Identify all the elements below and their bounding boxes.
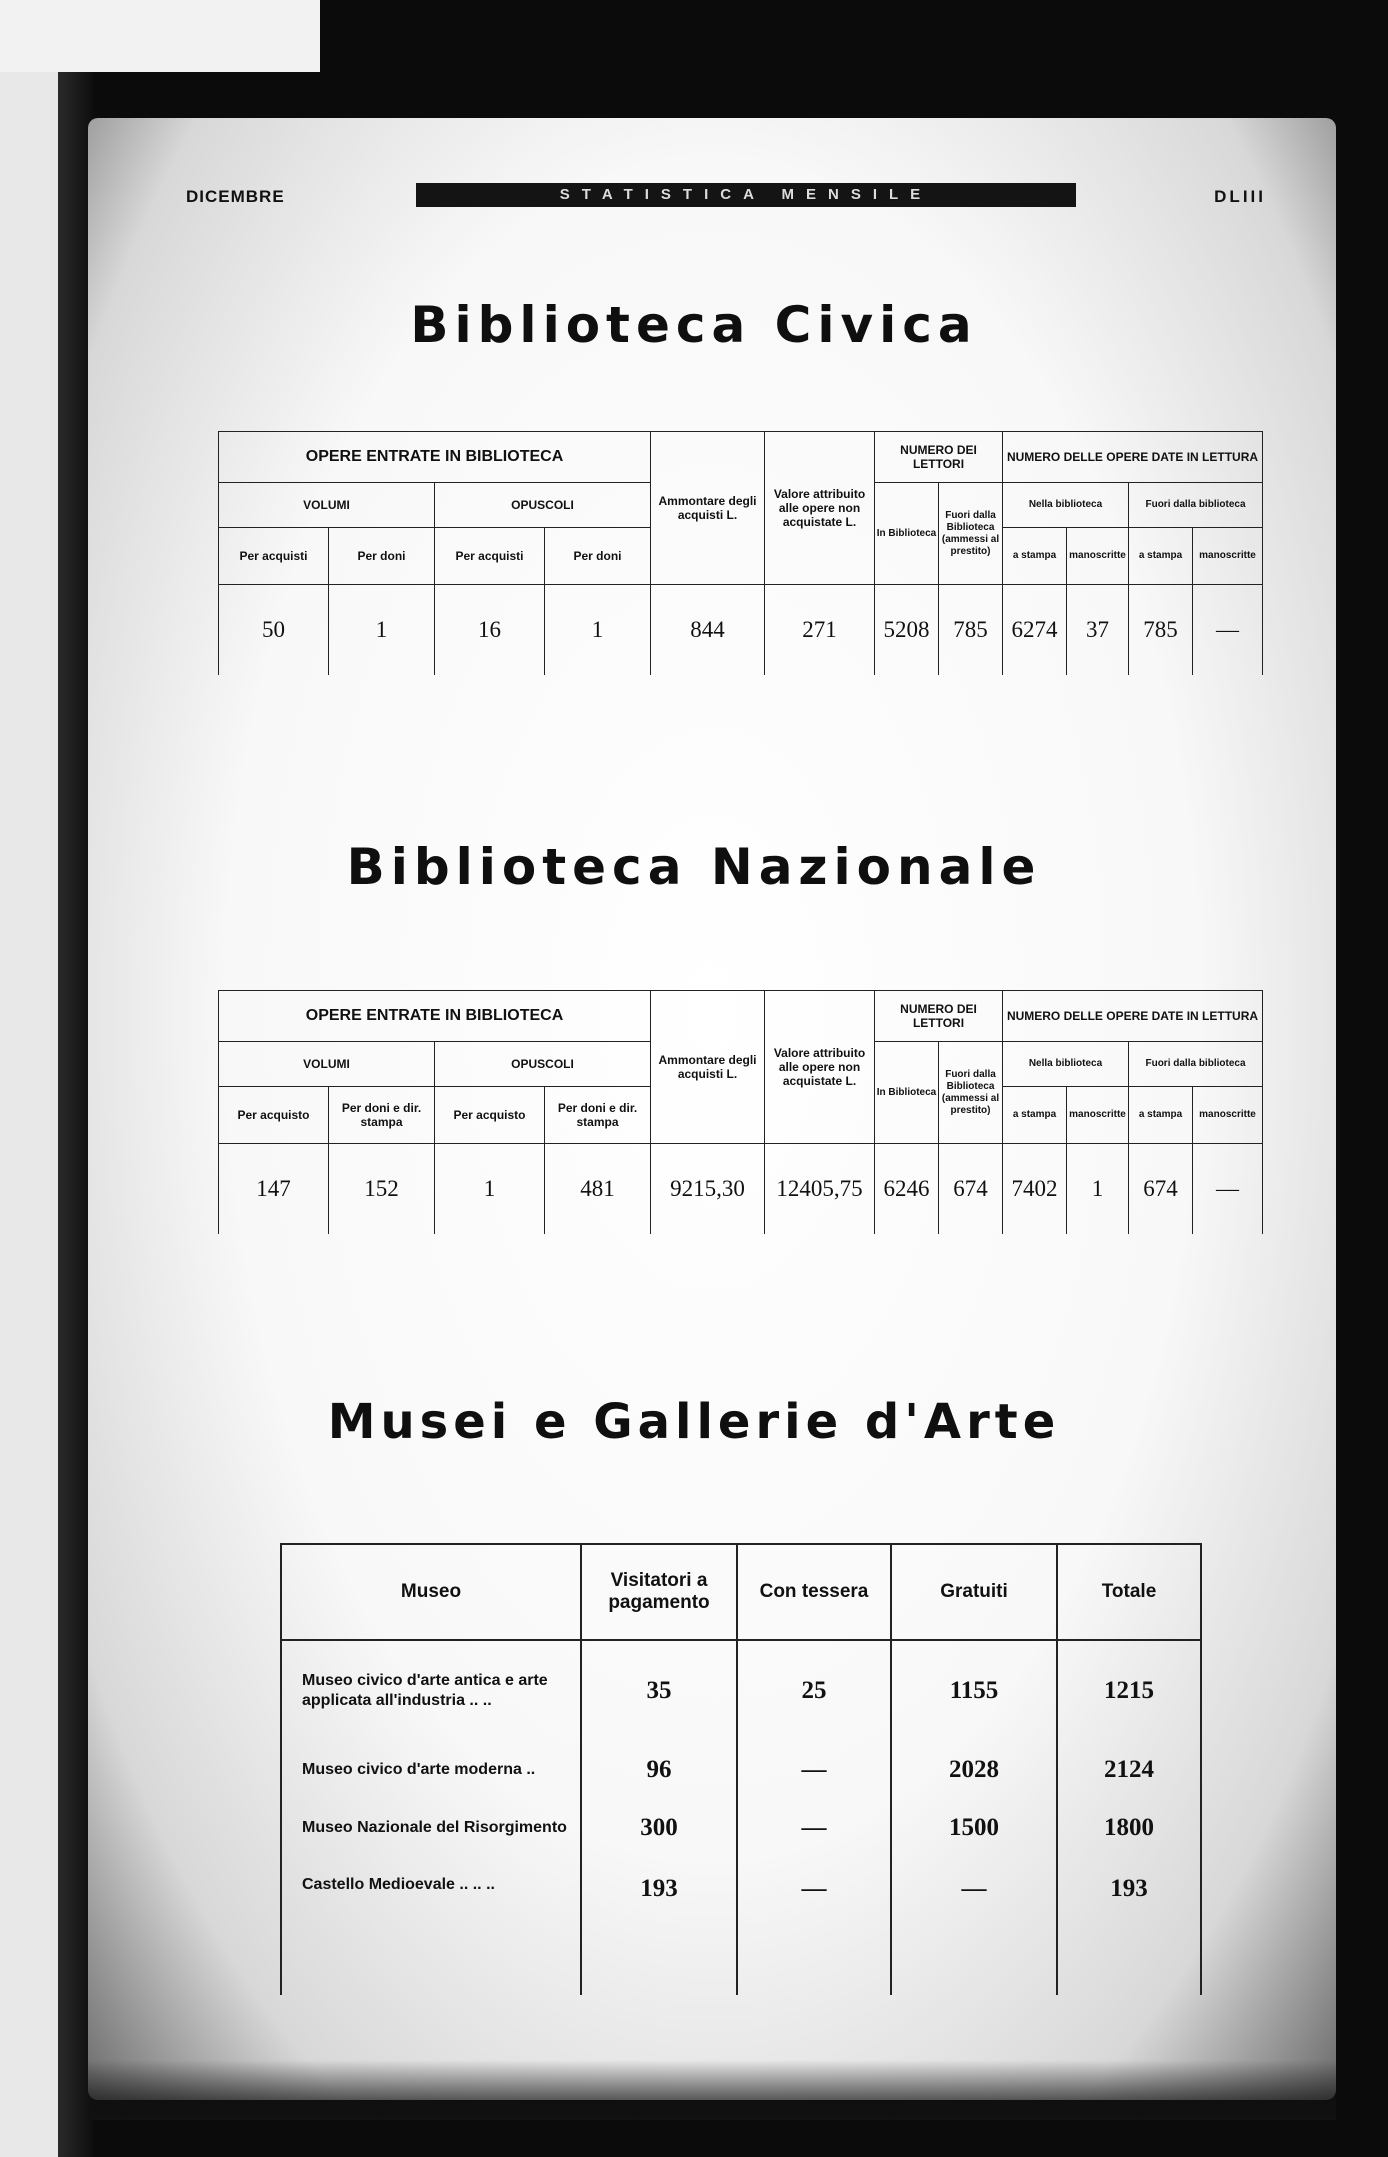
visitatori-value: 96: [581, 1741, 737, 1799]
musei-title: Musei e Gallerie d'Arte: [327, 1394, 1061, 1450]
value-cell: 1: [545, 585, 651, 676]
header-a-stampa: a stampa: [1003, 528, 1067, 585]
header-fuori-biblioteca: Fuori dalla biblioteca: [1129, 483, 1263, 528]
scan-border: [0, 0, 320, 72]
header-per-doni: Per doni: [329, 528, 435, 585]
header-valore: Valore attribuito alle opere non acquistate L.: [765, 432, 875, 585]
header-numero-opere: NUMERO DELLE OPERE DATE IN LETTURA: [1003, 432, 1263, 483]
visitatori-value: 193: [581, 1857, 737, 1995]
totale-value: 1215: [1057, 1640, 1201, 1741]
value-cell: 9215,30: [651, 1144, 765, 1235]
value-cell: 6274: [1003, 585, 1067, 676]
running-head: [186, 183, 1266, 213]
header-a-stampa: a stampa: [1129, 528, 1193, 585]
gratuiti-value: —: [891, 1857, 1057, 1995]
header-per-doni: Per doni: [545, 528, 651, 585]
header-numero-lettori: NUMERO DEI LETTORI: [875, 432, 1003, 483]
value-cell: 37: [1067, 585, 1129, 676]
gratuiti-value: 1500: [891, 1799, 1057, 1857]
totale-value: 1800: [1057, 1799, 1201, 1857]
value-cell: 1: [1067, 1144, 1129, 1235]
header-numero-lettori: NUMERO DEI LETTORI: [875, 991, 1003, 1042]
table-row: [281, 1741, 1201, 1799]
header-museo: Museo: [281, 1544, 581, 1640]
totale-value: 2124: [1057, 1741, 1201, 1799]
value-cell: 16: [435, 585, 545, 676]
header-per-acquisti: Per acquisti: [219, 528, 329, 585]
header-per-acquisto: Per acquisto: [435, 1087, 545, 1144]
value-cell: 12405,75: [765, 1144, 875, 1235]
header-volumi: VOLUMI: [219, 483, 435, 528]
header-in-biblioteca: In Biblioteca: [875, 1042, 939, 1144]
header-fuori: Fuori dalla Biblioteca (ammessi al prestito): [939, 1042, 1003, 1144]
header-opere-entrate: OPERE ENTRATE IN BIBLIOTECA: [219, 432, 651, 483]
table-row: [281, 1799, 1201, 1857]
gratuiti-value: 2028: [891, 1741, 1057, 1799]
value-cell: —: [1193, 585, 1263, 676]
museum-name: Museo civico d'arte antica e arte applicata all'industria .. ..: [281, 1640, 581, 1741]
nazionale-table: [218, 990, 1263, 1234]
header-opere-entrate: OPERE ENTRATE IN BIBLIOTECA: [219, 991, 651, 1042]
month-label: DICEMBRE: [186, 187, 285, 206]
header-opuscoli: OPUSCOLI: [435, 483, 651, 528]
table-row: [281, 1857, 1201, 1995]
tessera-value: —: [737, 1741, 891, 1799]
table-row: [281, 1640, 1201, 1741]
header-manoscritte: manoscritte: [1067, 1087, 1129, 1144]
nazionale-title: Biblioteca Nazionale: [346, 838, 1042, 896]
visitatori-value: 300: [581, 1799, 737, 1857]
header-a-stampa: a stampa: [1003, 1087, 1067, 1144]
musei-table: [280, 1543, 1202, 1995]
page-number: DLIII: [1214, 187, 1266, 206]
value-cell: 674: [1129, 1144, 1193, 1235]
header-per-acquisto: Per acquisto: [219, 1087, 329, 1144]
value-cell: 152: [329, 1144, 435, 1235]
header-per-doni: Per doni e dir. stampa: [545, 1087, 651, 1144]
totale-value: 193: [1057, 1857, 1201, 1995]
value-cell: 1: [435, 1144, 545, 1235]
scan-border: [0, 72, 58, 2157]
header-a-stampa: a stampa: [1129, 1087, 1193, 1144]
value-cell: 5208: [875, 585, 939, 676]
tessera-value: —: [737, 1857, 891, 1995]
value-cell: —: [1193, 1144, 1263, 1235]
museum-name: Museo civico d'arte moderna ..: [281, 1741, 581, 1799]
header-fuori-biblioteca: Fuori dalla biblioteca: [1129, 1042, 1263, 1087]
museum-name: Castello Medioevale .. .. ..: [281, 1857, 581, 1995]
header-totale: Totale: [1057, 1544, 1201, 1640]
tessera-value: —: [737, 1799, 891, 1857]
civica-title: Biblioteca Civica: [410, 296, 978, 354]
header-volumi: VOLUMI: [219, 1042, 435, 1087]
value-cell: 785: [1129, 585, 1193, 676]
value-cell: 674: [939, 1144, 1003, 1235]
value-cell: 844: [651, 585, 765, 676]
header-in-biblioteca: In Biblioteca: [875, 483, 939, 585]
header-tessera: Con tessera: [737, 1544, 891, 1640]
header-manoscritte: manoscritte: [1193, 528, 1263, 585]
value-cell: 1: [329, 585, 435, 676]
header-ammontare: Ammontare degli acquisti L.: [651, 432, 765, 585]
publication-banner: STATISTICA MENSILE: [416, 183, 1076, 207]
gratuiti-value: 1155: [891, 1640, 1057, 1741]
header-opuscoli: OPUSCOLI: [435, 1042, 651, 1087]
value-cell: 147: [219, 1144, 329, 1235]
museum-name: Museo Nazionale del Risorgimento: [281, 1799, 581, 1857]
value-cell: 6246: [875, 1144, 939, 1235]
header-manoscritte: manoscritte: [1193, 1087, 1263, 1144]
visitatori-value: 35: [581, 1640, 737, 1741]
header-valore: Valore attribuito alle opere non acquistate L.: [765, 991, 875, 1144]
value-cell: 271: [765, 585, 875, 676]
header-gratuiti: Gratuiti: [891, 1544, 1057, 1640]
header-fuori: Fuori dalla Biblioteca (ammessi al prestito): [939, 483, 1003, 585]
header-manoscritte: manoscritte: [1067, 528, 1129, 585]
value-cell: 481: [545, 1144, 651, 1235]
value-cell: 785: [939, 585, 1003, 676]
value-cell: 7402: [1003, 1144, 1067, 1235]
header-numero-opere: NUMERO DELLE OPERE DATE IN LETTURA: [1003, 991, 1263, 1042]
header-nella-biblioteca: Nella biblioteca: [1003, 1042, 1129, 1087]
header-nella-biblioteca: Nella biblioteca: [1003, 483, 1129, 528]
header-per-acquisti: Per acquisti: [435, 528, 545, 585]
scan-shadow: [88, 2060, 1336, 2120]
header-per-doni: Per doni e dir. stampa: [329, 1087, 435, 1144]
header-ammontare: Ammontare degli acquisti L.: [651, 991, 765, 1144]
header-visitatori: Visitatori a pagamento: [581, 1544, 737, 1640]
value-cell: 50: [219, 585, 329, 676]
civica-table: [218, 431, 1263, 675]
tessera-value: 25: [737, 1640, 891, 1741]
